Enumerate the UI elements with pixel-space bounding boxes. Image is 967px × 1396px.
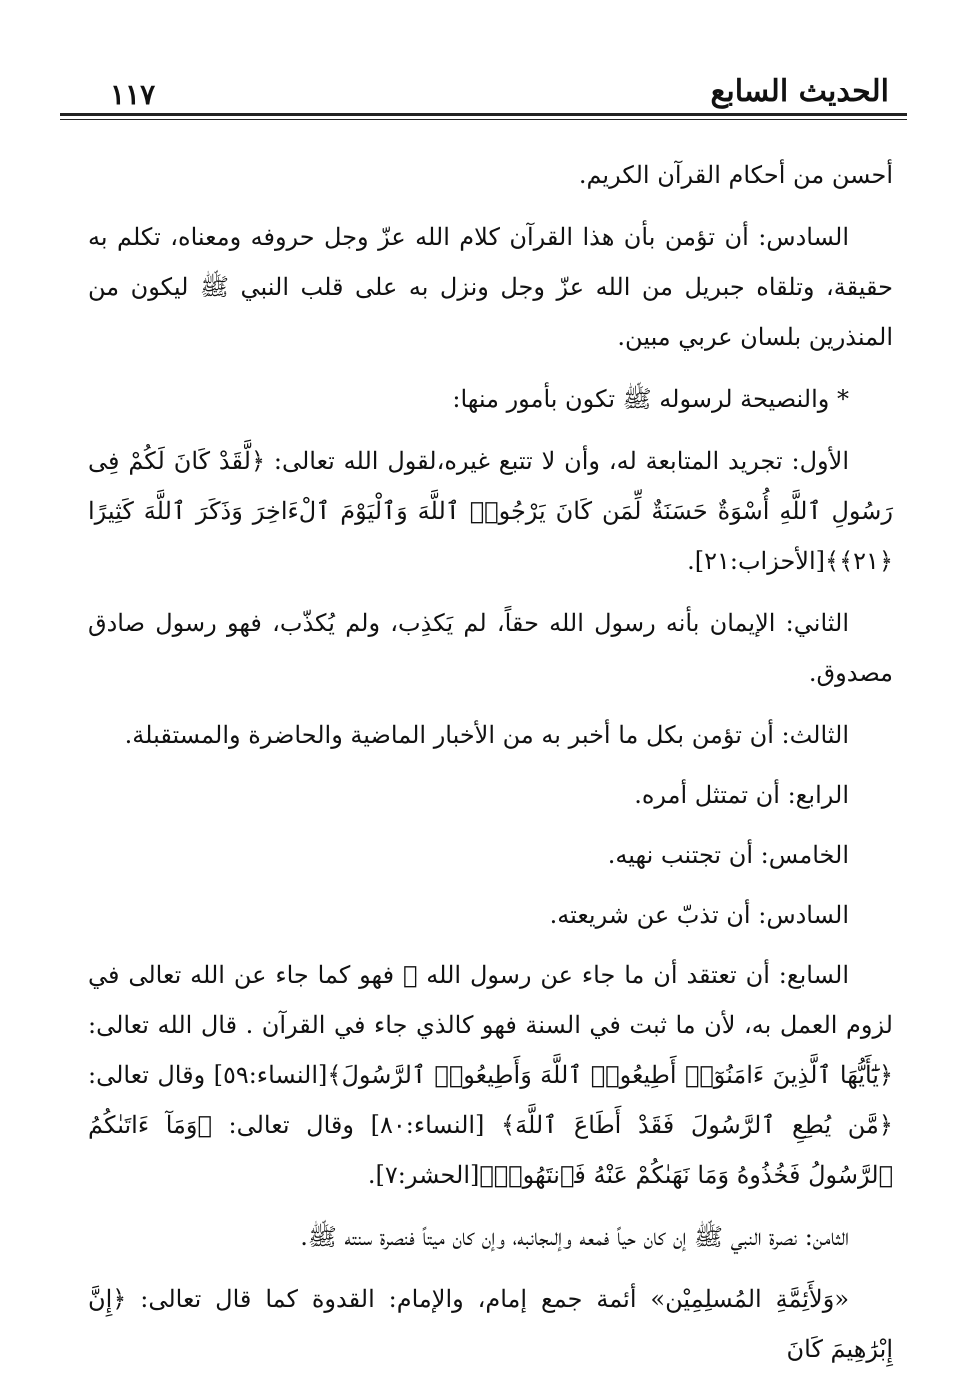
- paragraph-advice-messenger: * والنصيحة لرسوله ﷺ تكون بأمور منها:: [452, 385, 849, 413]
- paragraph-third: الثالث: أن تؤمن بكل ما أخبر به من الأخبار الماضية والحاضرة والمستقبلة.: [124, 721, 849, 749]
- paragraph-eighth: الثامن: نصرة النبي ﷺ إن كان حياً فمعه وإلىجانبه، وإن كان ميتاً فنصرة سنته ﷺ.: [300, 1223, 849, 1251]
- body-text: [88, 150, 893, 1386]
- paragraph-imams: «وَلأَئِمَّةِ المُسلِمِيْن» أئمة جمع إمام، والإمام: القدوة كما قال تعالى: ﴿إِنَّ إِبْرَٰهِيمَ كَانَ: [88, 1285, 893, 1363]
- header-rule-thick: [60, 113, 907, 116]
- paragraph-fifth: الخامس: أن تجتنب نهيه.: [607, 841, 849, 869]
- paragraph-sixth: السادس: أن تذبّ عن شريعته.: [549, 901, 849, 929]
- header-rule-thin: [60, 119, 907, 120]
- paragraph-seventh: السابع: أن تعتقد أن ما جاء عن رسول الله ﷺ فهو كما جاء عن الله تعالى في لزوم العمل به، لأن ما ثبت في السنة فهو كالذي جاء في القرآن . قال الله تعالى: ﴿يَٰٓأَيُّهَا ٱلَّذِينَ ءَامَنُوٓا۟ أَطِيعُوا۟ ٱللَّهَ وَأَطِيعُوا۟ ٱلرَّسُولَ﴾[النساء:٥٩] وقال تعالى: ﴿مَّن يُطِعِ ٱلرَّسُولَ فَقَدْ أَطَاعَ ٱللَّهَ﴾ [النساء:٨٠] وقال تعالى: ﴿وَمَآ ءَاتَىٰكُمُ ٱلرَّسُولُ فَخُذُوهُ وَمَا نَهَىٰكُمْ عَنْهُ فَٱنتَهُوا۟﴾[الحشر:٧].: [88, 961, 894, 1189]
- paragraph-fourth: الرابع: أن تمتثل أمره.: [634, 781, 849, 809]
- page-header: [60, 72, 907, 118]
- paragraph-second: الثاني: الإيمان بأنه رسول الله حقاً، لم يَكذِب، ولم يُكذّب، فهو رسول صادق مصدوق.: [88, 609, 893, 687]
- paragraph-intro: أحسن من أحكام القرآن الكريم.: [578, 161, 893, 189]
- page-number: ١١٧: [110, 78, 156, 111]
- paragraph-first: الأول: تجريد المتابعة له، وأن لا تتبع غيره،لقول الله تعالى: ﴿لَّقَدْ كَانَ لَكُمْ فِى رَسُولِ ٱللَّهِ أُسْوَةٌ حَسَنَةٌ لِّمَن كَانَ يَرْجُوا۟ ٱللَّهَ وَٱلْيَوْمَ ٱلْءَاخِرَ وَذَكَرَ ٱللَّهَ كَثِيرًا ﴿٢١﴾﴾[الأحزاب:٢١].: [88, 447, 893, 575]
- running-title: الحديث السابع: [710, 74, 889, 109]
- paragraph-sixth-quran: السادس: أن تؤمن بأن هذا القرآن كلام الله عزّ وجل حروفه ومعناه، تكلم به حقيقة، وتلقاه جبريل من الله عزّ وجل ونزل به على قلب النبي ﷺ ليكون من المنذرين بلسان عربي مبين.: [88, 223, 893, 351]
